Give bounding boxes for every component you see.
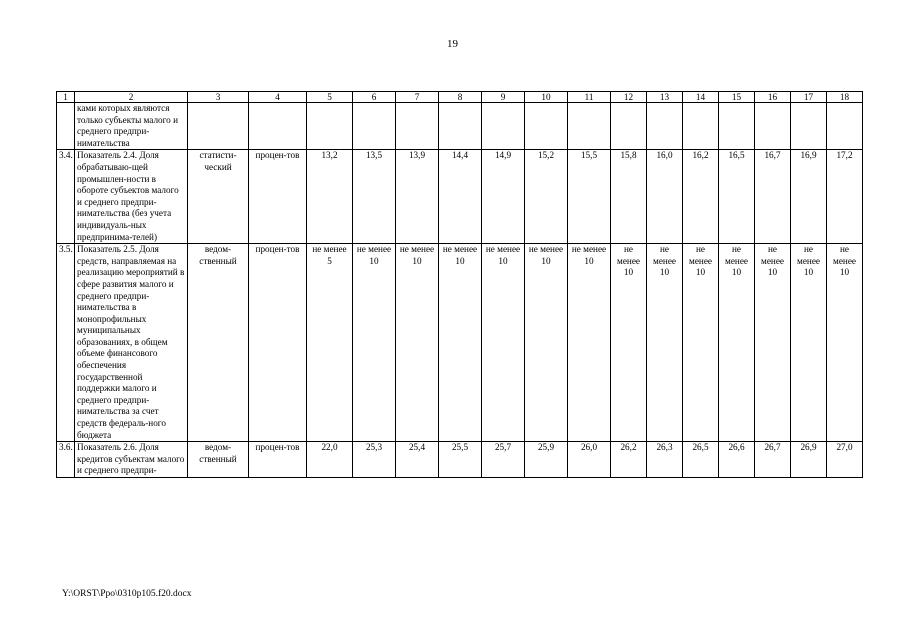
column-number: 2	[75, 92, 188, 103]
indicator-source: статисти-ческий	[188, 150, 249, 244]
column-number: 11	[568, 92, 611, 103]
indicator-unit	[249, 103, 307, 150]
indicator-value	[755, 103, 791, 150]
indicator-value: не менее 10	[611, 244, 647, 442]
indicator-value: 16,5	[719, 150, 755, 244]
indicator-value: не менее 10	[396, 244, 439, 442]
indicator-value: 25,9	[525, 442, 568, 478]
indicator-value	[647, 103, 683, 150]
indicator-value: 26,3	[647, 442, 683, 478]
indicator-value: 16,0	[647, 150, 683, 244]
indicator-value: 25,4	[396, 442, 439, 478]
indicators-table	[56, 91, 863, 478]
indicator-value: не менее 10	[719, 244, 755, 442]
indicator-value: не менее 10	[827, 244, 863, 442]
column-number: 13	[647, 92, 683, 103]
row-number	[57, 103, 75, 150]
indicator-value: 25,5	[439, 442, 482, 478]
column-number-row	[57, 92, 863, 103]
indicator-value: 14,4	[439, 150, 482, 244]
indicator-value	[568, 103, 611, 150]
indicator-value	[439, 103, 482, 150]
column-number: 1	[57, 92, 75, 103]
indicator-value: 26,0	[568, 442, 611, 478]
table-row	[57, 103, 863, 150]
indicator-value: 26,9	[791, 442, 827, 478]
indicator-value	[827, 103, 863, 150]
indicator-value	[307, 103, 353, 150]
column-number: 5	[307, 92, 353, 103]
table-row	[57, 150, 863, 244]
row-number: 3.5.	[57, 244, 75, 442]
indicator-value: 16,7	[755, 150, 791, 244]
indicator-name: Показатель 2.5. Доля средств, направляемая на реализацию мероприятий в сфере развития малого и среднего предпри-нимательства в монопрофильных муниципальных образованиях, в общем объеме финансового обеспечения государственной поддержки малого и среднего предпри-нимательства за счет средств федераль-ного бюджета	[75, 244, 188, 442]
indicator-value	[482, 103, 525, 150]
table-row	[57, 244, 863, 442]
indicator-value: не менее 10	[482, 244, 525, 442]
column-number: 12	[611, 92, 647, 103]
indicator-name: Показатель 2.4. Доля обрабатываю-щей промышлен-ности в обороте субъектов малого и среднего предпри-нимательства (без учета индивидуаль-ных предпринима-телей)	[75, 150, 188, 244]
indicator-value: не менее 5	[307, 244, 353, 442]
indicator-value: 26,2	[611, 442, 647, 478]
indicator-value: 13,2	[307, 150, 353, 244]
column-number: 10	[525, 92, 568, 103]
indicator-source: ведом-ственный	[188, 442, 249, 478]
column-number: 8	[439, 92, 482, 103]
column-number: 14	[683, 92, 719, 103]
indicator-value	[719, 103, 755, 150]
indicator-value	[525, 103, 568, 150]
indicator-value: не менее 10	[568, 244, 611, 442]
indicator-value	[791, 103, 827, 150]
indicator-unit: процен-тов	[249, 442, 307, 478]
row-number: 3.6.	[57, 442, 75, 478]
indicator-value: не менее 10	[755, 244, 791, 442]
indicator-name: Показатель 2.6. Доля кредитов субъектам малого и среднего предпри-	[75, 442, 188, 478]
indicator-value: не менее 10	[525, 244, 568, 442]
column-number: 7	[396, 92, 439, 103]
indicator-source: ведом-ственный	[188, 244, 249, 442]
indicator-value: 17,2	[827, 150, 863, 244]
indicator-value: 16,9	[791, 150, 827, 244]
column-number: 18	[827, 92, 863, 103]
page-number: 19	[447, 38, 458, 50]
row-number: 3.4.	[57, 150, 75, 244]
indicator-unit: процен-тов	[249, 244, 307, 442]
indicator-value: не менее 10	[683, 244, 719, 442]
indicator-value	[353, 103, 396, 150]
indicator-value: 14,9	[482, 150, 525, 244]
column-number: 3	[188, 92, 249, 103]
indicator-value	[396, 103, 439, 150]
column-number: 15	[719, 92, 755, 103]
column-number: 16	[755, 92, 791, 103]
indicator-value: не менее 10	[439, 244, 482, 442]
indicator-value: 26,5	[683, 442, 719, 478]
column-number: 6	[353, 92, 396, 103]
indicator-value: 27,0	[827, 442, 863, 478]
indicator-value: 16,2	[683, 150, 719, 244]
indicator-value: 15,2	[525, 150, 568, 244]
indicator-value: не менее 10	[647, 244, 683, 442]
indicator-value: 13,5	[353, 150, 396, 244]
indicator-name: ками которых являются только субъекты малого и среднего предпри-нимательства	[75, 103, 188, 150]
column-number: 17	[791, 92, 827, 103]
indicator-value	[683, 103, 719, 150]
indicator-value: 26,6	[719, 442, 755, 478]
column-number: 9	[482, 92, 525, 103]
indicator-value: не менее 10	[791, 244, 827, 442]
indicator-value: 26,7	[755, 442, 791, 478]
indicator-value	[611, 103, 647, 150]
indicator-value: не менее 10	[353, 244, 396, 442]
indicator-unit: процен-тов	[249, 150, 307, 244]
indicator-value: 15,5	[568, 150, 611, 244]
indicator-source	[188, 103, 249, 150]
indicator-value: 15,8	[611, 150, 647, 244]
column-number: 4	[249, 92, 307, 103]
file-path-footer: Y:\ORST\Ppo\0310p105.f20.docx	[62, 589, 192, 599]
indicator-value: 13,9	[396, 150, 439, 244]
indicator-value: 25,7	[482, 442, 525, 478]
indicator-value: 22,0	[307, 442, 353, 478]
table-row	[57, 442, 863, 478]
indicator-value: 25,3	[353, 442, 396, 478]
